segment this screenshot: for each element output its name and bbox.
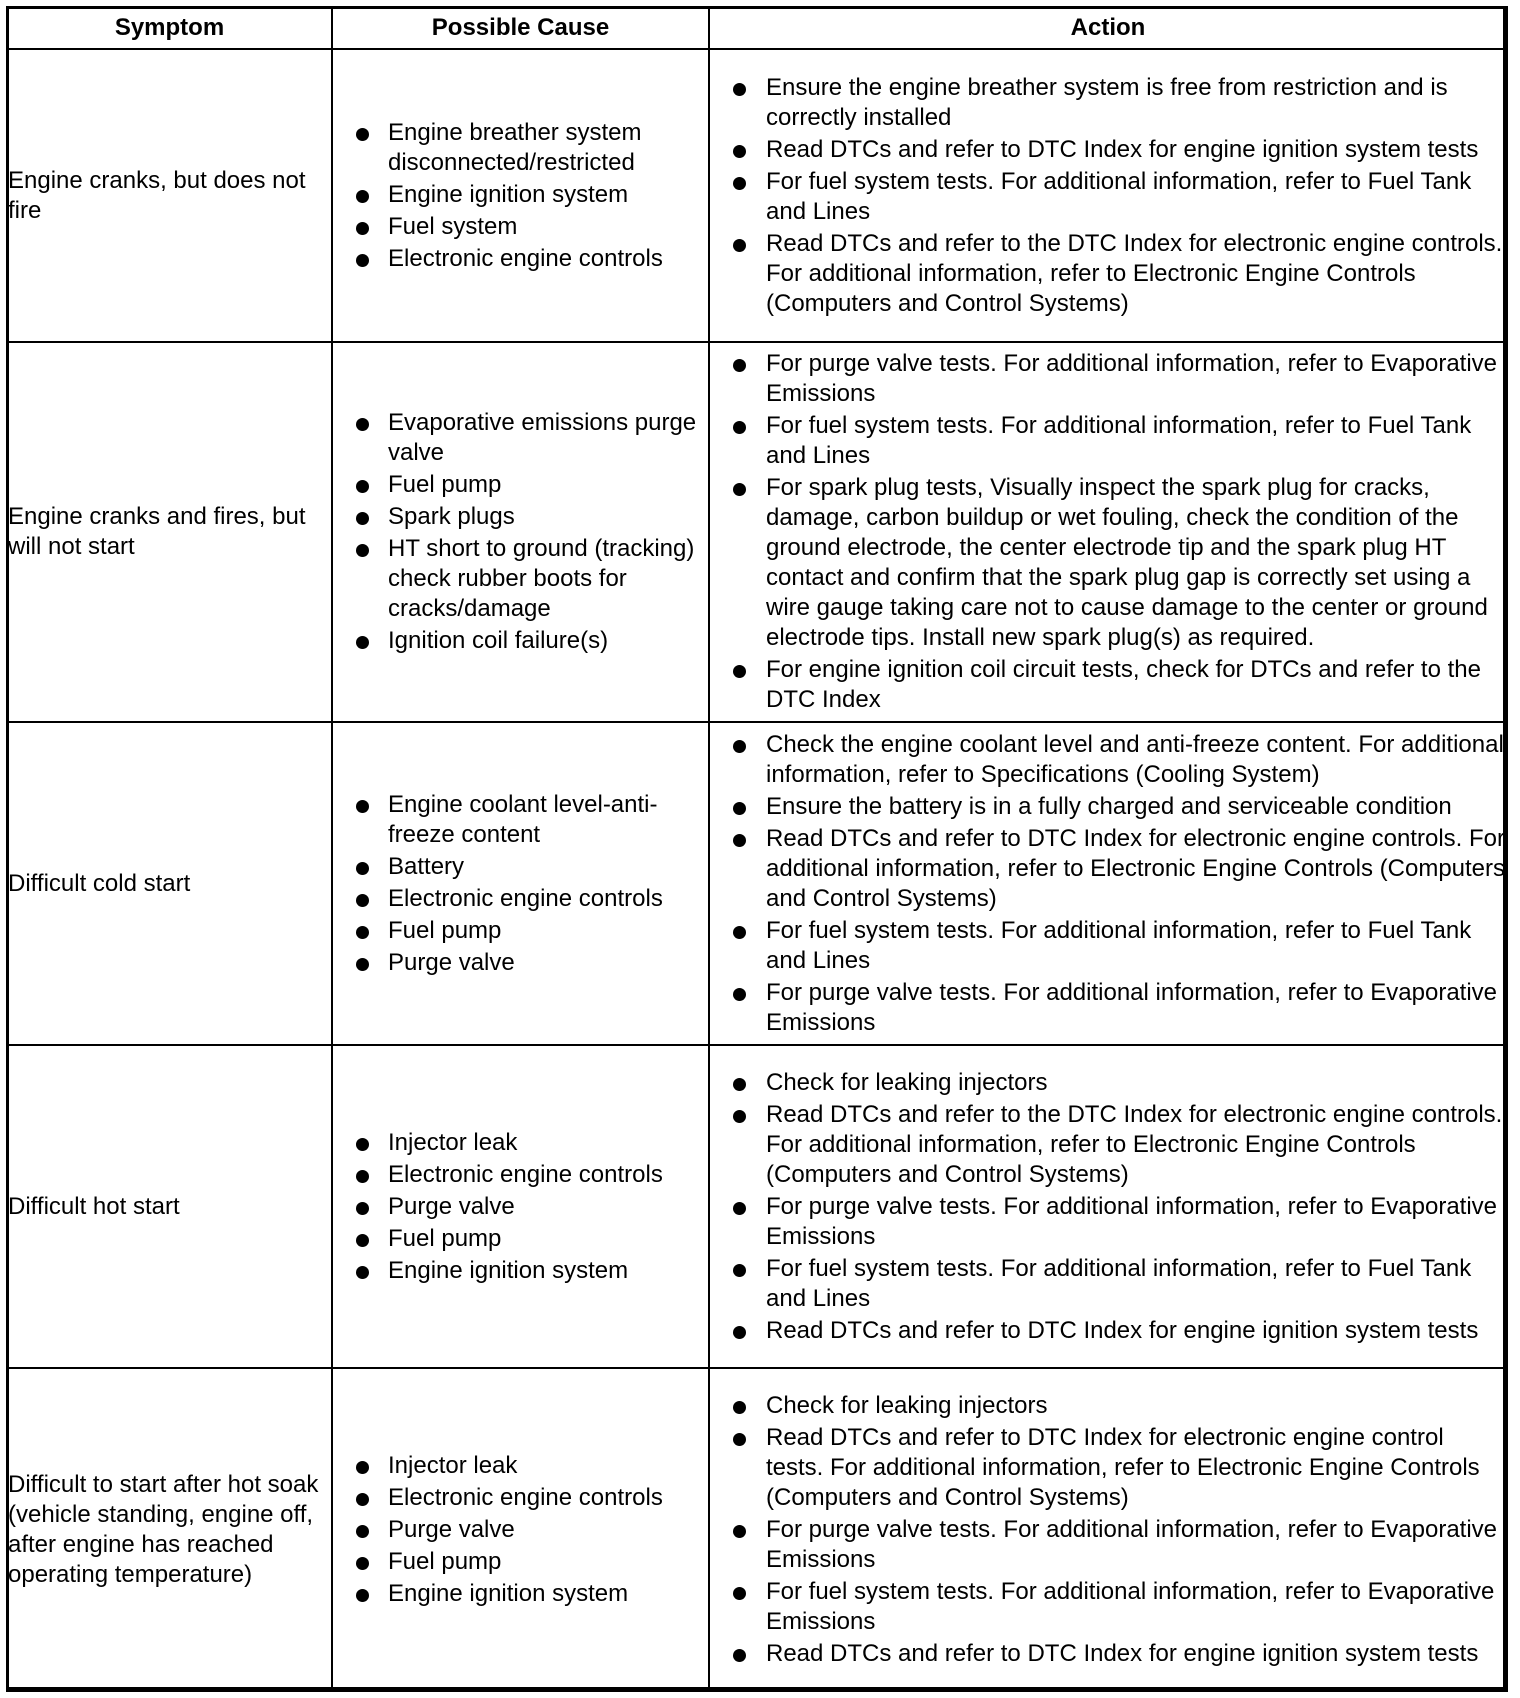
bullet-icon bbox=[356, 1234, 369, 1247]
header-action: Action bbox=[709, 7, 1507, 49]
bullet-icon bbox=[356, 1493, 369, 1506]
bullet-icon bbox=[733, 1525, 746, 1538]
action-item: Check for leaking injectors bbox=[710, 1391, 1506, 1421]
cause-item: Fuel pump bbox=[333, 1224, 708, 1254]
bullet-icon bbox=[733, 239, 746, 252]
symptom-cell: Difficult to start after hot soak (vehicle standing, engine off, after engine has reached operating temperature) bbox=[7, 1368, 332, 1691]
table-row bbox=[7, 1368, 1507, 1691]
bullet-icon bbox=[733, 1110, 746, 1123]
cause-item: Electronic engine controls bbox=[333, 244, 708, 274]
bullet-icon bbox=[733, 1433, 746, 1446]
cause-item: Purge valve bbox=[333, 948, 708, 978]
cause-item: Purge valve bbox=[333, 1192, 708, 1222]
action-item: For purge valve tests. For additional information, refer to Evaporative Emissions bbox=[710, 349, 1506, 409]
cause-item: Purge valve bbox=[333, 1515, 708, 1545]
cause-item: Fuel pump bbox=[333, 1547, 708, 1577]
bullet-icon bbox=[733, 1587, 746, 1600]
symptom-cell: Engine cranks and fires, but will not start bbox=[7, 342, 332, 722]
bullet-icon bbox=[356, 862, 369, 875]
cause-cell bbox=[332, 49, 709, 342]
bullet-icon bbox=[733, 359, 746, 372]
bullet-icon bbox=[733, 665, 746, 678]
bullet-icon bbox=[733, 1649, 746, 1662]
cause-item: Injector leak bbox=[333, 1451, 708, 1481]
bullet-icon bbox=[733, 926, 746, 939]
bullet-icon bbox=[733, 177, 746, 190]
bullet-icon bbox=[733, 740, 746, 753]
bullet-icon bbox=[356, 1589, 369, 1602]
cause-item: Evaporative emissions purge valve bbox=[333, 408, 708, 468]
bullet-icon bbox=[356, 418, 369, 431]
cause-item: Spark plugs bbox=[333, 502, 708, 532]
action-item: Read DTCs and refer to the DTC Index for electronic engine controls. For additional information, refer to Electronic Engine Controls (Computers and Control Systems) bbox=[710, 229, 1506, 319]
symptom-cell: Difficult hot start bbox=[7, 1045, 332, 1368]
cause-item: Engine breather system disconnected/restricted bbox=[333, 118, 708, 178]
action-item: Ensure the engine breather system is free from restriction and is correctly installed bbox=[710, 73, 1506, 133]
cause-item: Injector leak bbox=[333, 1128, 708, 1158]
bullet-icon bbox=[733, 802, 746, 815]
action-item: For fuel system tests. For additional information, refer to Fuel Tank and Lines bbox=[710, 1254, 1506, 1314]
bullet-icon bbox=[356, 1557, 369, 1570]
action-item: Read DTCs and refer to DTC Index for electronic engine controls. For additional information, refer to Electronic Engine Controls (Computers and Control Systems) bbox=[710, 824, 1506, 914]
table-row bbox=[7, 722, 1507, 1045]
cause-item: Fuel pump bbox=[333, 470, 708, 500]
symptom-cell: Engine cranks, but does not fire bbox=[7, 49, 332, 342]
cause-item: Electronic engine controls bbox=[333, 1483, 708, 1513]
cause-cell bbox=[332, 1045, 709, 1368]
bullet-icon bbox=[356, 1202, 369, 1215]
action-item: Read DTCs and refer to DTC Index for engine ignition system tests bbox=[710, 135, 1506, 165]
cause-item: Fuel pump bbox=[333, 916, 708, 946]
cause-item: Fuel system bbox=[333, 212, 708, 242]
bullet-icon bbox=[356, 636, 369, 649]
bullet-icon bbox=[733, 421, 746, 434]
cause-item: Engine ignition system bbox=[333, 1579, 708, 1609]
action-item: For fuel system tests. For additional information, refer to Fuel Tank and Lines bbox=[710, 411, 1506, 471]
action-item: For purge valve tests. For additional information, refer to Evaporative Emissions bbox=[710, 1192, 1506, 1252]
cause-cell bbox=[332, 1368, 709, 1691]
table-row bbox=[7, 1045, 1507, 1368]
bullet-icon bbox=[356, 222, 369, 235]
cause-item: Electronic engine controls bbox=[333, 1160, 708, 1190]
bullet-icon bbox=[356, 1266, 369, 1279]
bullet-icon bbox=[733, 1202, 746, 1215]
cause-cell bbox=[332, 342, 709, 722]
action-item: Read DTCs and refer to DTC Index for electronic engine control tests. For additional information, refer to Electronic Engine Controls (Computers and Control Systems) bbox=[710, 1423, 1506, 1513]
action-item: For purge valve tests. For additional information, refer to Evaporative Emissions bbox=[710, 1515, 1506, 1575]
cause-item: Engine coolant level-anti-freeze content bbox=[333, 790, 708, 850]
action-cell bbox=[709, 1045, 1507, 1368]
action-item: Read DTCs and refer to DTC Index for engine ignition system tests bbox=[710, 1316, 1506, 1346]
bullet-icon bbox=[356, 480, 369, 493]
action-cell bbox=[709, 49, 1507, 342]
bullet-icon bbox=[733, 1264, 746, 1277]
bullet-icon bbox=[356, 1525, 369, 1538]
bullet-icon bbox=[733, 834, 746, 847]
table-row bbox=[7, 342, 1507, 722]
cause-item: Engine ignition system bbox=[333, 180, 708, 210]
table-row bbox=[7, 49, 1507, 342]
bullet-icon bbox=[356, 128, 369, 141]
bullet-icon bbox=[733, 1326, 746, 1339]
action-item: For fuel system tests. For additional information, refer to Fuel Tank and Lines bbox=[710, 167, 1506, 227]
action-item: Check for leaking injectors bbox=[710, 1068, 1506, 1098]
bullet-icon bbox=[356, 800, 369, 813]
bullet-icon bbox=[733, 1078, 746, 1091]
cause-cell bbox=[332, 722, 709, 1045]
bullet-icon bbox=[356, 544, 369, 557]
symptom-cell: Difficult cold start bbox=[7, 722, 332, 1045]
bullet-icon bbox=[356, 1138, 369, 1151]
bullet-icon bbox=[733, 83, 746, 96]
action-cell bbox=[709, 722, 1507, 1045]
action-item: For spark plug tests, Visually inspect the spark plug for cracks, damage, carbon buildup or wet fouling, check the condition of the ground electrode, the center electrode tip and the spark plug HT contact and confirm that the spark plug gap is correctly set using a wire gauge taking care not to cause damage to the center or ground electrode tips. Install new spark plug(s) as required. bbox=[710, 473, 1506, 653]
action-item: Read DTCs and refer to the DTC Index for electronic engine controls. For additional information, refer to Electronic Engine Controls (Computers and Control Systems) bbox=[710, 1100, 1506, 1190]
diagnostic-table-page bbox=[6, 6, 1506, 1690]
bullet-icon bbox=[356, 512, 369, 525]
bullet-icon bbox=[733, 988, 746, 1001]
bullet-icon bbox=[733, 145, 746, 158]
action-item: For purge valve tests. For additional information, refer to Evaporative Emissions bbox=[710, 978, 1506, 1038]
cause-item: Electronic engine controls bbox=[333, 884, 708, 914]
table-header-row bbox=[7, 7, 1507, 49]
bullet-icon bbox=[356, 894, 369, 907]
cause-item: Engine ignition system bbox=[333, 1256, 708, 1286]
bullet-icon bbox=[356, 190, 369, 203]
header-possible-cause: Possible Cause bbox=[332, 7, 709, 49]
cause-item: HT short to ground (tracking) check rubber boots for cracks/damage bbox=[333, 534, 708, 624]
action-cell bbox=[709, 1368, 1507, 1691]
bullet-icon bbox=[356, 1170, 369, 1183]
symptom-chart-table bbox=[6, 6, 1508, 1692]
bullet-icon bbox=[356, 926, 369, 939]
bullet-icon bbox=[733, 1401, 746, 1414]
action-item: Ensure the battery is in a fully charged and serviceable condition bbox=[710, 792, 1506, 822]
action-item: For fuel system tests. For additional information, refer to Evaporative Emissions bbox=[710, 1577, 1506, 1637]
action-item: Check the engine coolant level and anti-freeze content. For additional information, refer to Specifications (Cooling System) bbox=[710, 730, 1506, 790]
action-item: For engine ignition coil circuit tests, check for DTCs and refer to the DTC Index bbox=[710, 655, 1506, 715]
bullet-icon bbox=[733, 483, 746, 496]
header-symptom: Symptom bbox=[7, 7, 332, 49]
cause-item: Ignition coil failure(s) bbox=[333, 626, 708, 656]
bullet-icon bbox=[356, 254, 369, 267]
bullet-icon bbox=[356, 958, 369, 971]
action-item: For fuel system tests. For additional information, refer to Fuel Tank and Lines bbox=[710, 916, 1506, 976]
action-cell bbox=[709, 342, 1507, 722]
bullet-icon bbox=[356, 1461, 369, 1474]
cause-item: Battery bbox=[333, 852, 708, 882]
action-item: Read DTCs and refer to DTC Index for engine ignition system tests bbox=[710, 1639, 1506, 1669]
